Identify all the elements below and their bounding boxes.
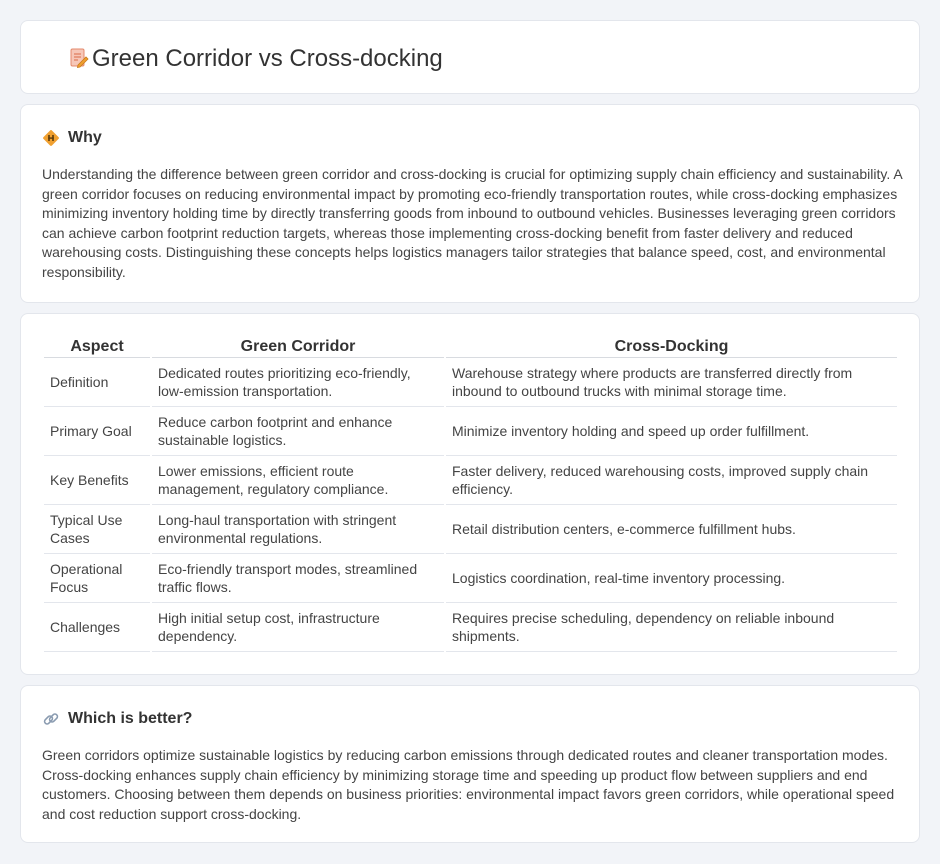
- why-heading: [42, 129, 102, 147]
- green-corridor-cell: Long-haul transportation with stringent environmental regulations.: [152, 505, 444, 554]
- why-text: Understanding the difference between green corridor and cross-docking is crucial for optimizing supply chain efficiency and sustainability. A green corridor focuses on reducing environmental impact by promoting eco-friendly transportation routes, while cross-docking emphasizes minimizing inventory holding time by directly transferring goods from inbound to outbound vehicles. Businesses leveraging green corridors can achieve carbon footprint reduction targets, whereas those implementing cross-docking benefit from faster delivery and reduced warehousing costs. Distinguishing these concepts helps logistics managers tailor strategies that balance speed, cost, and environmental responsibility.: [42, 166, 902, 280]
- better-title: Which is better?: [68, 710, 193, 727]
- page-title: Green Corridor vs Cross-docking: [92, 45, 443, 72]
- which-is-better-section: [20, 685, 920, 843]
- header-cross-docking: Cross-Docking: [446, 337, 897, 358]
- why-section: [20, 104, 920, 303]
- document-pencil-icon: [67, 46, 91, 70]
- green-corridor-cell: Eco-friendly transport modes, streamlined traffic flows.: [152, 554, 444, 603]
- table-header-row: [44, 337, 897, 358]
- green-corridor-cell: Dedicated routes prioritizing eco-friendly, low-emission transportation.: [152, 358, 444, 407]
- green-corridor-cell: Lower emissions, efficient route management, regulatory compliance.: [152, 456, 444, 505]
- aspect-cell: Primary Goal: [44, 407, 150, 456]
- link-icon: [42, 710, 60, 728]
- comparison-table-card: [20, 313, 920, 675]
- cross-docking-cell: Logistics coordination, real-time inventory processing.: [446, 554, 897, 603]
- green-corridor-cell: High initial setup cost, infrastructure dependency.: [152, 603, 444, 652]
- aspect-cell: Operational Focus: [44, 554, 150, 603]
- cross-docking-cell: Faster delivery, reduced warehousing costs, improved supply chain efficiency.: [446, 456, 897, 505]
- header-aspect: Aspect: [44, 337, 150, 358]
- table-row: [44, 358, 897, 407]
- table-row: [44, 407, 897, 456]
- aspect-cell: Key Benefits: [44, 456, 150, 505]
- table-row: [44, 603, 897, 652]
- aspect-cell: Definition: [44, 358, 150, 407]
- better-text: Green corridors optimize sustainable logistics by reducing carbon emissions through dedicated routes and cleaner transportation modes. Cross-docking enhances supply chain efficiency by minimizing storage time and speeding up product flow between suppliers and end customers. Choosing between them depends on business priorities: environmental impact favors green corridors, while operational speed and cost reduction support cross-docking.: [42, 747, 895, 822]
- cross-docking-cell: Warehouse strategy where products are transferred directly from inbound to outbound trucks with minimal storage time.: [446, 358, 897, 407]
- cross-docking-cell: Minimize inventory holding and speed up order fulfillment.: [446, 407, 897, 456]
- cross-docking-cell: Requires precise scheduling, dependency on reliable inbound shipments.: [446, 603, 897, 652]
- aspect-cell: Typical Use Cases: [44, 505, 150, 554]
- aspect-cell: Challenges: [44, 603, 150, 652]
- header-green-corridor: Green Corridor: [152, 337, 444, 358]
- better-heading: [42, 710, 192, 728]
- comparison-table: [42, 337, 899, 652]
- header-card: [20, 20, 920, 94]
- table-row: [44, 456, 897, 505]
- cross-docking-cell: Retail distribution centers, e-commerce fulfillment hubs.: [446, 505, 897, 554]
- diamond-signal-icon: [42, 129, 60, 147]
- green-corridor-cell: Reduce carbon footprint and enhance sustainable logistics.: [152, 407, 444, 456]
- table-row: [44, 505, 897, 554]
- table-row: [44, 554, 897, 603]
- why-title: Why: [68, 129, 102, 146]
